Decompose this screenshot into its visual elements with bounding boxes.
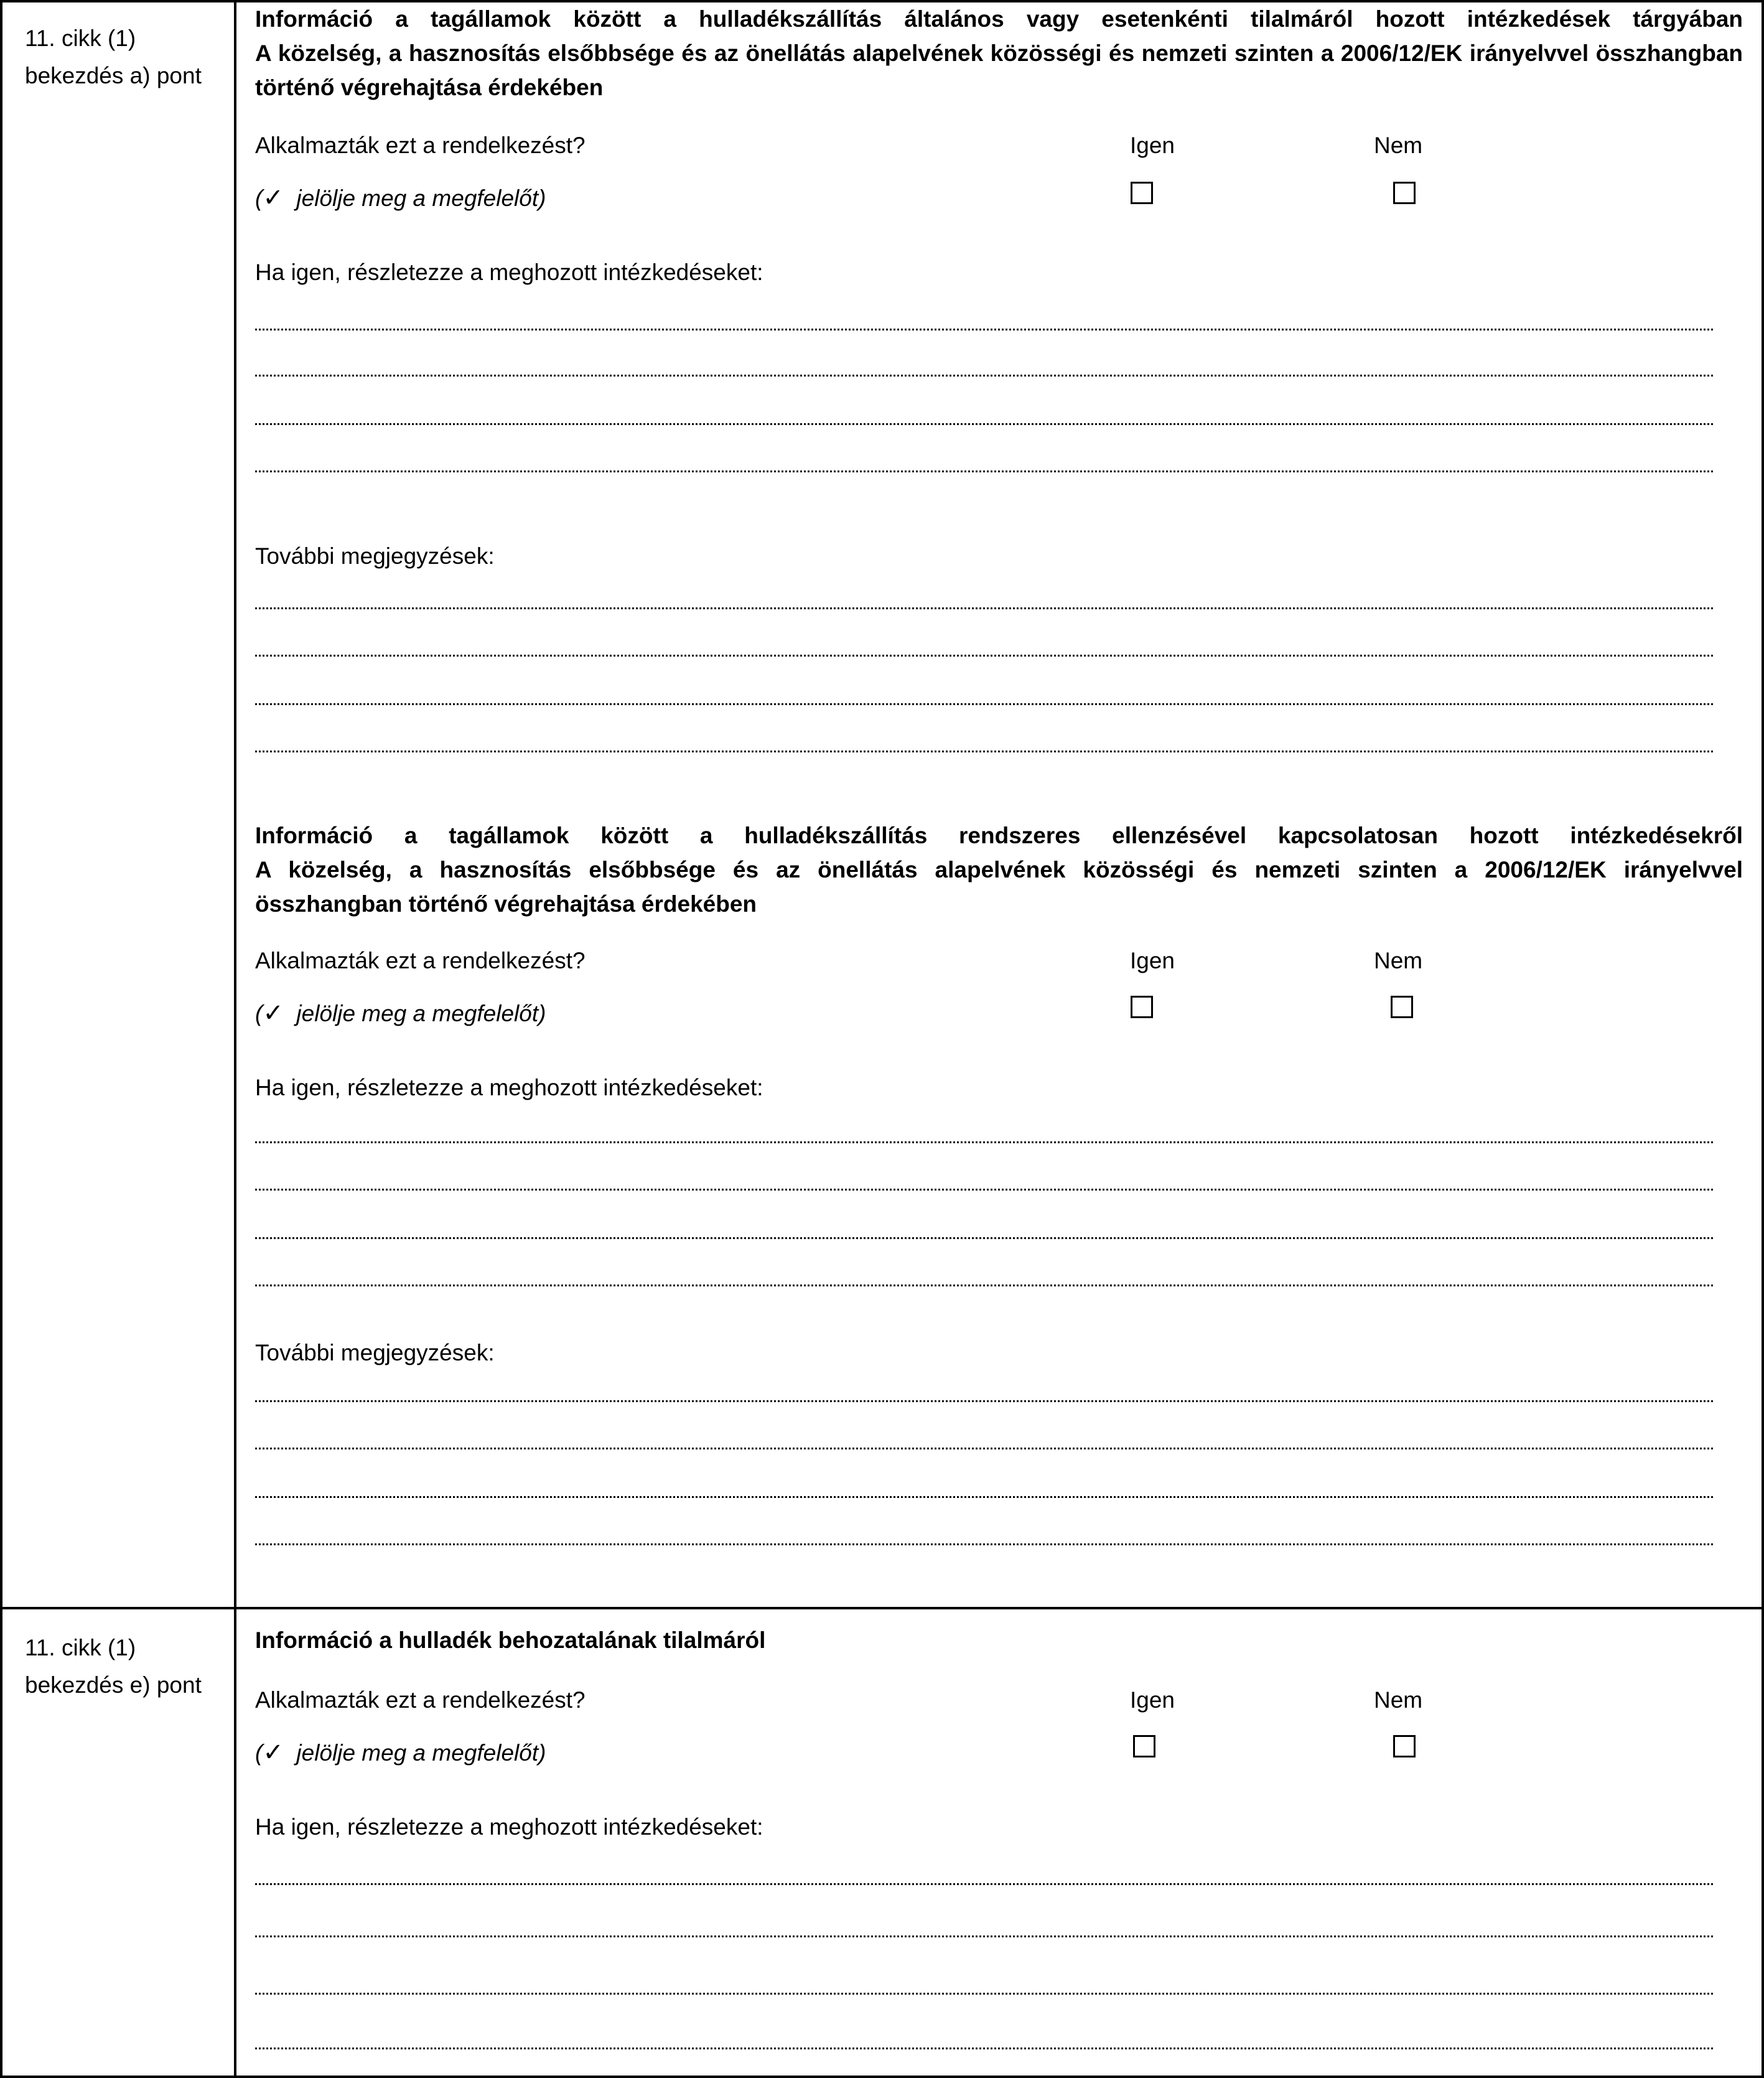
article-reference — [25, 1629, 224, 1704]
details-line[interactable] — [255, 423, 1713, 425]
details-line[interactable] — [255, 1237, 1713, 1239]
heading-line: történő végrehajtása érdekében — [255, 75, 604, 100]
remarks-label: További megjegyzések: — [255, 543, 495, 569]
no-checkbox[interactable] — [1393, 1735, 1416, 1757]
remarks-line[interactable] — [255, 1448, 1713, 1449]
hint-paren: ( — [255, 185, 263, 211]
hint-paren: ( — [255, 1001, 263, 1026]
checkmark-icon: ✓ — [263, 999, 284, 1027]
heading-line: Információ a tagállamok között a hulladékszállítás rendszeres ellenzésével kapcsolatosan hozott intézkedésekről — [255, 823, 1743, 848]
details-line[interactable] — [255, 1993, 1713, 1995]
details-line[interactable] — [255, 1935, 1713, 1937]
details-line[interactable] — [255, 1883, 1713, 1885]
applied-question: Alkalmazták ezt a rendelkezést? — [255, 1687, 586, 1713]
yes-label: Igen — [1130, 948, 1175, 973]
hint-text: jelölje meg a megfelelőt) — [296, 1740, 546, 1766]
hint-text: jelölje meg a megfelelőt) — [296, 1001, 546, 1026]
details-line[interactable] — [255, 329, 1713, 330]
heading-line: Információ a hulladék behozatalának tilalmáról — [255, 1627, 766, 1653]
heading-line: Információ a tagállamok között a hulladékszállítás általános vagy esetenkénti tilalmáról hozott intézkedések tárgyában — [255, 6, 1743, 32]
details-line[interactable] — [255, 1189, 1713, 1191]
checkmark-icon: ✓ — [263, 1739, 284, 1766]
hint-paren: ( — [255, 1740, 263, 1766]
check-hint — [255, 999, 546, 1027]
no-label: Nem — [1374, 1687, 1423, 1713]
details-line[interactable] — [255, 1141, 1713, 1143]
applied-question: Alkalmazták ezt a rendelkezést? — [255, 133, 586, 158]
check-hint — [255, 1739, 546, 1767]
section-heading — [255, 1623, 1743, 1657]
remarks-line[interactable] — [255, 703, 1713, 705]
reference-line: bekezdés e) pont — [25, 1672, 202, 1698]
reference-line: bekezdés a) pont — [25, 63, 202, 88]
heading-line: A közelség, a hasznosítás elsőbbsége és az önellátás alapelvének közösségi és nemzeti szinten a 2006/12/EK irányelvvel — [255, 857, 1743, 882]
yes-label: Igen — [1130, 133, 1175, 158]
details-label: Ha igen, részletezze a meghozott intézkedéseket: — [255, 1814, 763, 1840]
section-heading — [255, 2, 1743, 105]
yes-checkbox[interactable] — [1131, 996, 1153, 1018]
yes-checkbox[interactable] — [1131, 182, 1153, 204]
remarks-line[interactable] — [255, 1543, 1713, 1545]
remarks-line[interactable] — [255, 655, 1713, 657]
remarks-line[interactable] — [255, 751, 1713, 752]
reference-line: 11. cikk (1) — [25, 26, 136, 51]
hint-text: jelölje meg a megfelelőt) — [296, 185, 546, 211]
section-heading — [255, 818, 1743, 921]
details-line[interactable] — [255, 1285, 1713, 1286]
details-line[interactable] — [255, 2048, 1713, 2049]
column-divider — [234, 0, 236, 2078]
no-checkbox[interactable] — [1391, 996, 1413, 1018]
checkmark-icon: ✓ — [263, 184, 284, 212]
no-label: Nem — [1374, 948, 1423, 973]
details-label: Ha igen, részletezze a meghozott intézkedéseket: — [255, 1075, 763, 1100]
remarks-line[interactable] — [255, 1400, 1713, 1402]
details-line[interactable] — [255, 470, 1713, 472]
article-reference — [25, 20, 224, 95]
no-label: Nem — [1374, 133, 1423, 158]
details-label: Ha igen, részletezze a meghozott intézkedéseket: — [255, 260, 763, 285]
row-divider — [0, 1607, 1764, 1609]
remarks-label: További megjegyzések: — [255, 1340, 495, 1365]
reference-line: 11. cikk (1) — [25, 1635, 136, 1660]
heading-line: A közelség, a hasznosítás elsőbbsége és az önellátás alapelvének közösségi és nemzeti szinten a 2006/12/EK irányelvvel összhangban — [255, 40, 1743, 66]
details-line[interactable] — [255, 375, 1713, 377]
remarks-line[interactable] — [255, 607, 1713, 609]
yes-label: Igen — [1130, 1687, 1175, 1713]
check-hint — [255, 184, 546, 212]
remarks-line[interactable] — [255, 1496, 1713, 1498]
applied-question: Alkalmazták ezt a rendelkezést? — [255, 948, 586, 973]
yes-checkbox[interactable] — [1133, 1735, 1155, 1757]
no-checkbox[interactable] — [1393, 182, 1416, 204]
heading-line: összhangban történő végrehajtása érdekében — [255, 891, 757, 917]
